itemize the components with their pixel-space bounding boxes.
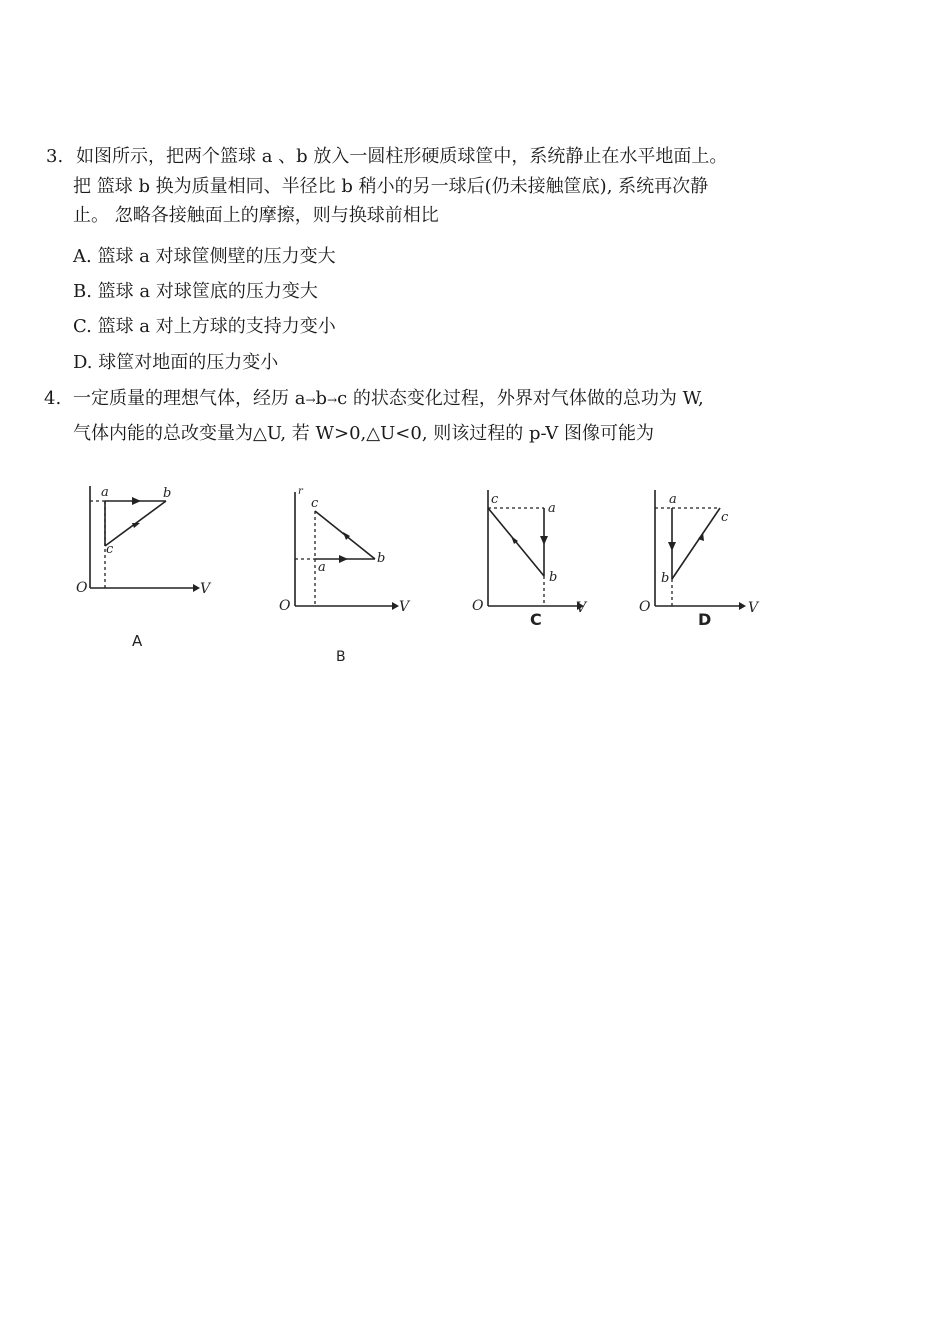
point-b-label: b xyxy=(377,551,386,566)
q3-number: 3. xyxy=(46,146,64,167)
point-a-label: a xyxy=(669,492,677,507)
top-mark: r xyxy=(298,486,303,497)
q3-text-line1: 如图所示，把两个篮球 a 、b 放入一圆柱形硬质球筐中，系统静止在水平地面上。 xyxy=(76,146,728,167)
arrow-icon: → xyxy=(327,393,338,407)
point-c-label: c xyxy=(106,542,114,557)
point-c-label: c xyxy=(721,510,729,525)
q3-option-c: C. 篮球 a 对上方球的支持力变小 xyxy=(73,316,336,337)
q3-option-d: D. 球筐对地面的压力变小 xyxy=(73,352,279,373)
q3-option-b: B. 篮球 a 对球筐底的压力变大 xyxy=(73,281,318,302)
v-axis-label: V xyxy=(748,600,759,616)
q3-option-a: A. 篮球 a 对球筐侧壁的压力变大 xyxy=(73,246,336,267)
point-b-label: b xyxy=(661,571,670,586)
figure-a xyxy=(70,480,220,610)
origin-label: O xyxy=(472,598,484,614)
origin-label: O xyxy=(76,580,88,596)
q4-text-part1: 一定质量的理想气体，经历 a xyxy=(73,388,306,409)
q4-number: 4. xyxy=(44,388,62,409)
point-b-label: b xyxy=(549,570,558,585)
figure-b-caption: B xyxy=(336,649,346,665)
figure-c-caption: C xyxy=(530,610,542,629)
point-c-label: c xyxy=(491,492,499,507)
v-axis-label: V xyxy=(576,600,587,616)
q4-text-line2: 气体内能的总改变量为△U, 若 W>0,△U<0, 则该过程的 p-V 图像可能为 xyxy=(73,423,655,444)
figure-c xyxy=(470,484,620,614)
figure-b xyxy=(275,484,425,614)
figure-a-caption: A xyxy=(132,632,143,650)
v-axis-label: V xyxy=(399,599,410,615)
point-a-label: a xyxy=(101,485,109,500)
q3-text-line3: 止。 忽略各接触面上的摩擦，则与换球前相比 xyxy=(73,205,439,226)
v-axis-label: V xyxy=(200,581,211,597)
figure-d-caption: D xyxy=(698,610,712,629)
origin-label: O xyxy=(639,599,651,615)
point-a-label: a xyxy=(318,560,326,575)
q3-text-line2: 把 篮球 b 换为质量相同、半径比 b 稍小的另一球后(仍未接触筐底), 系统再次静 xyxy=(73,176,709,197)
q4-text-part3: c 的状态变化过程，外界对气体做的总功为 W, xyxy=(337,388,704,409)
point-b-label: b xyxy=(163,486,172,501)
arrow-icon: → xyxy=(305,393,316,407)
figure-d xyxy=(638,484,788,614)
point-a-label: a xyxy=(548,501,556,516)
point-c-label: c xyxy=(311,496,319,511)
origin-label: O xyxy=(279,598,291,614)
q4-text-line1 xyxy=(73,388,704,411)
q4-text-part2: b xyxy=(315,388,328,409)
